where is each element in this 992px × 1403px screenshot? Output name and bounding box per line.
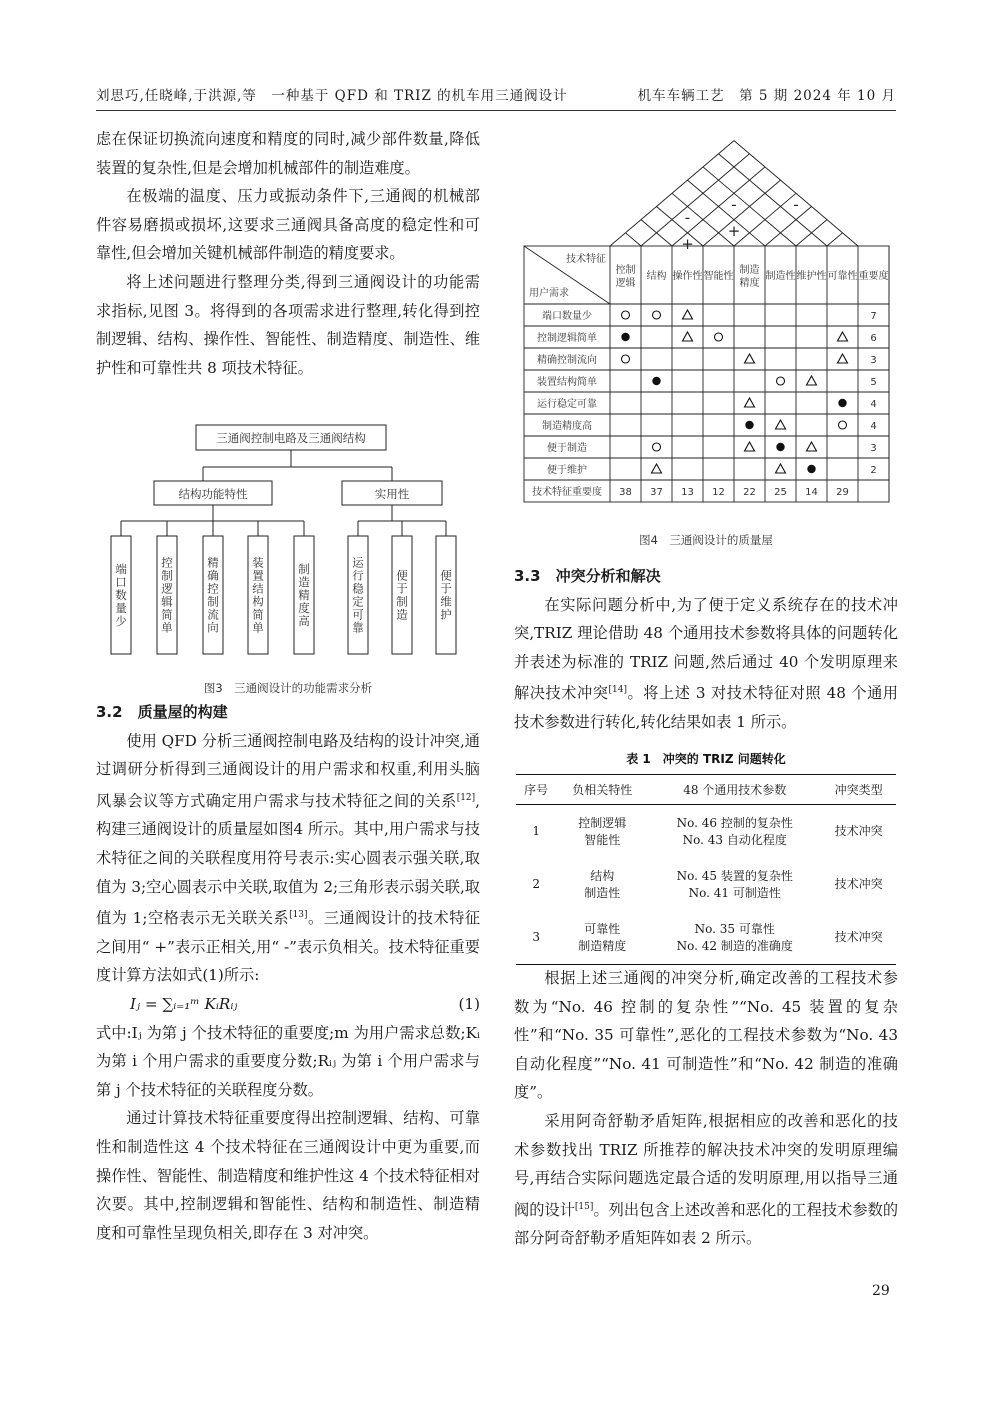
paragraph: 将上述问题进行整理分类,得到三通阀设计的功能需求指标,见图 3。将得到的各项需求进行整理,转化得到控制逻辑、结构、操作性、智能性、制造精度、制造性、维护性和可靠性共 8 项技术特征。 — [96, 272, 480, 377]
table-cell: 1 — [532, 824, 540, 838]
equation-row — [96, 990, 480, 1019]
fig3-leaf-char: 向 — [207, 620, 219, 635]
fig3-leaf-char: 运 — [352, 555, 364, 570]
fig3-leaf-char: 量 — [115, 601, 127, 615]
table-header-cell: 冲突类型 — [821, 775, 896, 805]
hoq-row-label: 便于制造 — [547, 443, 587, 454]
fig3-leaf-char: 于 — [440, 581, 452, 596]
table-cell — [556, 858, 648, 911]
hoq-row-label: 端口数量少 — [542, 311, 592, 322]
cell-line: 可靠性 — [584, 921, 621, 936]
citation: [15] — [574, 1201, 594, 1212]
citation: [14] — [608, 685, 627, 696]
hoq-row-label: 制造精度高 — [542, 421, 592, 432]
fig3-leaf-char: 控 — [207, 581, 219, 596]
weak-relation-mark — [838, 332, 848, 341]
hoq-col-header: 智能性 — [703, 271, 734, 282]
paragraph-text: 使用 QFD 分析三通阀控制电路及结构的设计冲突,通过调研分析得到三通阀设计的用户需求和权重,利用头脑风暴会议等方式确定用户需求与技术特征之间的关系 — [96, 731, 480, 810]
hoq-col-header: 制造性 — [765, 271, 796, 282]
left-column-upper — [96, 125, 480, 382]
table-cell — [556, 805, 648, 859]
paragraph: 根据上述三通阀的冲突分析,确定改善的工程技术参数为“No. 46 控制的复杂性”“No. 45 装置的复杂性”和“No. 35 可靠性”,恶化的工程技术参数为“No. 43 自动化程度”“No. 41 可制造性”和“No. 42 制造的准确度”。 — [514, 969, 898, 1102]
strong-relation-mark — [838, 399, 846, 407]
cell-line: No. 46 控制的复杂性 — [676, 815, 793, 830]
medium-relation-mark — [777, 377, 785, 385]
hoq-totals-label: 技术特征重要度 — [532, 487, 602, 498]
hoq-row-label: 运行稳定可靠 — [537, 399, 597, 410]
weak-relation-mark — [745, 398, 755, 407]
fig3-leaf-char: 便 — [396, 568, 408, 583]
left-column-lower — [96, 698, 480, 1247]
hoq-weight: 6 — [870, 333, 877, 344]
weak-relation-mark — [683, 332, 693, 341]
cell-line: No. 41 可制造性 — [688, 885, 781, 900]
table-cell — [648, 858, 821, 911]
hoq-row-label: 便于维护 — [547, 465, 587, 476]
fig3-leaf-char: 端 — [115, 562, 127, 576]
medium-relation-mark — [653, 311, 661, 319]
hoq-total-value: 29 — [836, 487, 849, 498]
table-cell: 技术冲突 — [834, 824, 883, 838]
roof-correlation-mark: + — [727, 221, 741, 240]
hoq-weight: 3 — [870, 355, 877, 366]
section-heading: 3.2 质量屋的构建 — [96, 703, 228, 721]
hoq-corner-bottom-label: 用户需求 — [529, 288, 569, 299]
fig3-leaf-char: 简 — [161, 607, 173, 622]
hoq-col-header: 维护性 — [796, 271, 827, 282]
weak-relation-mark — [807, 442, 817, 451]
equation-number: (1) — [458, 995, 480, 1014]
hoq-col-header: 可靠性 — [827, 271, 858, 282]
hoq-table-border — [524, 246, 889, 502]
paragraph-text: 采用阿奇舒勒矛盾矩阵,根据相应的改善和恶化的技术参数找出 TRIZ 所推荐的解决技术冲突的发明原理编号,再结合实际问题选定最合适的发明原理,用以指导三通阀的设计 — [514, 1111, 898, 1219]
table-cell — [648, 911, 821, 965]
table-row — [516, 911, 896, 965]
fig3-leaf-char: 单 — [252, 620, 264, 635]
fig3-leaf-char: 数 — [115, 588, 127, 602]
fig3-leaf-char: 靠 — [352, 620, 364, 635]
weak-relation-mark — [776, 464, 786, 473]
paragraph-text: ,构建三通阀设计的质量屋如图4 所示。其中,用户需求与技术特征之间的关联程度用符号表示:实心圆表示强关联,取值为 3;空心圆表示中关联,取值为 2;三角形表示弱关联,取值为 1;空格表示无关联关系 — [96, 791, 480, 928]
fig3-leaf-char: 维 — [440, 594, 452, 609]
paragraph-text: 。列出包含上述改善和恶化的工程技术参数的部分阿奇舒勒矛盾矩阵如表 2 所示。 — [514, 1200, 899, 1248]
table-cell: 2 — [532, 877, 540, 891]
right-column-upper — [514, 562, 898, 737]
hoq-weight: 7 — [870, 311, 877, 322]
header-rule — [96, 110, 896, 111]
right-column-lower — [514, 964, 898, 1253]
medium-relation-mark — [622, 355, 630, 363]
roof-grid-line — [657, 206, 704, 246]
strong-relation-mark — [621, 333, 629, 341]
fig3-leaf-char: 置 — [252, 568, 264, 583]
weak-relation-mark — [807, 376, 817, 385]
figure-4-caption: 图4 三通阀设计的质量屋 — [639, 533, 773, 547]
hoq-row-label: 精确控制流向 — [537, 355, 597, 366]
fig3-leaf-char: 高 — [298, 614, 310, 628]
hoq-total-value: 37 — [650, 487, 663, 498]
fig3-leaf-char: 稳 — [352, 581, 364, 596]
paragraph — [514, 1107, 898, 1253]
fig3-group-label: 实用性 — [374, 487, 410, 501]
table-cell: 技术冲突 — [834, 877, 883, 891]
fig3-leaf-char: 制 — [161, 568, 173, 583]
cell-line: No. 42 制造的准确度 — [676, 938, 793, 953]
hoq-col-header: 操作性 — [672, 271, 703, 282]
figure-4-house-of-quality — [520, 128, 890, 518]
equation: Iⱼ = ∑ᵢ₌₁ᵐ KᵢRᵢⱼ — [130, 995, 238, 1014]
figure-3-caption: 图3 三通阀设计的功能需求分析 — [203, 681, 373, 695]
fig3-leaf-char: 流 — [207, 607, 219, 622]
cell-line: 结构 — [590, 868, 615, 883]
fig3-leaf-char: 装 — [252, 555, 264, 570]
fig3-group-label: 结构功能特性 — [178, 487, 248, 501]
fig3-leaf-char: 于 — [396, 581, 408, 596]
strong-relation-mark — [776, 443, 784, 451]
roof-grid-line — [765, 206, 812, 246]
paragraph-text: 在实际问题分析中,为了便于定义系统存在的技术冲突,TRIZ 理论借助 48 个通用技术参数将具体的问题转化并表述为标准的 TRIZ 问题,然后通过 40 个发明原理来解决技术冲突 — [514, 595, 898, 703]
fig3-leaf-char: 制 — [207, 594, 219, 609]
fig3-leaf-char: 便 — [440, 568, 452, 583]
table-1 — [516, 774, 896, 965]
paragraph: 通过计算技术特征重要度得出控制逻辑、结构、可靠性和制造性这 4 个技术特征在三通阀设计中更为重要,而操作性、智能性、制造精度和维护性这 4 个技术特征相对次要。其中,控制逻辑和智能性、结构和制造性、制造精度和可靠性呈现负相关,即存在 3 对冲突。 — [96, 1109, 480, 1242]
fig3-leaf-char: 制 — [396, 594, 408, 609]
roof-correlation-mark: - — [793, 195, 799, 214]
hoq-col-header: 逻辑 — [615, 278, 636, 289]
fig3-leaf-char: 造 — [298, 575, 310, 589]
table-header-row — [516, 775, 896, 805]
weak-relation-mark — [745, 354, 755, 363]
hoq-total-value: 25 — [774, 487, 787, 498]
table-cell — [648, 805, 821, 859]
roof-grid-line — [626, 233, 642, 246]
hoq-col-header: 结构 — [646, 271, 667, 282]
cell-line: 控制逻辑 — [578, 815, 627, 830]
cell-line: 制造精度 — [578, 938, 627, 953]
hoq-total-value: 22 — [743, 487, 756, 498]
hoq-col-header: 重要度 — [858, 271, 889, 282]
table-1-caption: 表 1 冲突的 TRIZ 问题转化 — [626, 752, 786, 766]
fig3-leaf-char: 确 — [207, 568, 219, 583]
fig3-leaf-char: 结 — [252, 581, 264, 596]
hoq-total-value: 13 — [681, 487, 694, 498]
fig3-leaf-char: 可 — [352, 607, 364, 622]
fig3-leaf-char: 精 — [207, 555, 219, 570]
medium-relation-mark — [653, 443, 661, 451]
medium-relation-mark — [839, 421, 847, 429]
fig3-leaf-char: 逻 — [161, 581, 173, 596]
medium-relation-mark — [715, 333, 723, 341]
medium-relation-mark — [622, 311, 630, 319]
hoq-weight: 3 — [870, 443, 877, 454]
hoq-total-value: 38 — [619, 487, 632, 498]
hoq-weight: 2 — [870, 465, 877, 476]
hoq-weight: 5 — [870, 377, 877, 388]
roof-grid-line — [703, 180, 781, 246]
section-heading: 3.3 冲突分析和解决 — [514, 567, 661, 585]
roof-correlation-mark: - — [731, 195, 737, 214]
weak-relation-mark — [745, 442, 755, 451]
cell-line: 智能性 — [584, 832, 621, 847]
cell-line: No. 43 自动化程度 — [682, 832, 787, 847]
fig3-leaf-char: 单 — [161, 620, 173, 635]
fig3-leaf-char: 控 — [161, 555, 173, 570]
fig3-leaf-char: 简 — [252, 607, 264, 622]
table-cell — [556, 911, 648, 965]
cell-line: No. 45 装置的复杂性 — [676, 868, 793, 883]
table-cell: 技术冲突 — [821, 911, 896, 965]
hoq-weight: 4 — [870, 399, 877, 410]
table-header-cell: 负相关特性 — [556, 775, 648, 805]
cell-line: 制造性 — [584, 885, 621, 900]
fig3-leaf-char: 护 — [440, 607, 452, 622]
cell-line: No. 35 可靠性 — [694, 921, 775, 936]
paragraph — [514, 591, 898, 737]
hoq-col-header: 制造 — [739, 265, 760, 276]
fig3-leaf-char: 少 — [115, 614, 127, 628]
strong-relation-mark — [807, 465, 815, 473]
header-authors-title: 刘思巧,任晓峰,于洪源,等 一种基于 QFD 和 TRIZ 的机车用三通阀设计 — [96, 88, 568, 104]
fig3-root-label: 三通阀控制电路及三通阀结构 — [216, 431, 366, 445]
table-header-cell: 48 个通用技术参数 — [648, 775, 821, 805]
roof-grid-line — [688, 180, 766, 246]
hoq-col-header: 控制 — [615, 265, 636, 276]
paragraph-text: 。将上述 3 对技术特征对照 48 个通用技术参数进行转化,转化结果如表 1 所示。 — [514, 684, 898, 732]
paragraph-text: 。三通阀设计的技术特征之间用“ +”表示正相关,用“ -”表示负相关。技术特征重要度计算方法如式(1)所示: — [96, 909, 481, 985]
figure-3-tree — [96, 421, 480, 671]
fig3-leaf-char: 造 — [396, 607, 408, 622]
citation: [13] — [289, 910, 308, 921]
strong-relation-mark — [745, 421, 753, 429]
table-cell: 3 — [516, 911, 556, 965]
citation: [12] — [456, 792, 476, 803]
weak-relation-mark — [776, 420, 786, 429]
paragraph: 虑在保证切换流向速度和精度的同时,减少部件数量,降低装置的复杂性,但是会增加机械部件的制造难度。 — [96, 130, 480, 177]
hoq-row-label: 控制逻辑简单 — [537, 333, 597, 344]
fig3-leaf-char: 精 — [298, 588, 310, 602]
strong-relation-mark — [652, 377, 660, 385]
table-header-cell: 序号 — [516, 775, 556, 805]
weak-relation-mark — [683, 310, 693, 319]
hoq-total-value: 14 — [805, 487, 818, 498]
roof-correlation-mark: + — [681, 235, 694, 253]
paragraph: 式中:Iⱼ 为第 j 个技术特征的重要度;m 为用户需求总数;Kᵢ 为第 i 个用户需求的重要度分数;Rᵢⱼ 为第 i 个用户需求与第 j 个技术特征的关联程度分数。 — [96, 1023, 480, 1099]
fig3-leaf-char: 制 — [298, 562, 310, 576]
fig3-leaf-char: 度 — [298, 601, 310, 615]
weak-relation-mark — [838, 354, 848, 363]
hoq-row-label: 装置结构简单 — [537, 377, 597, 388]
paragraph — [96, 727, 480, 990]
table-row — [516, 858, 896, 911]
fig3-leaf-char: 定 — [352, 594, 364, 609]
roof-correlation-mark: - — [684, 208, 691, 227]
fig3-leaf-char: 构 — [252, 594, 264, 609]
paragraph: 在极端的温度、压力或振动条件下,三通阀的机械部件容易磨损或损坏,这要求三通阀具备高度的稳定性和可靠性,但会增加关键机械部件制造的精度要求。 — [96, 187, 480, 263]
page-number: 29 — [872, 1283, 890, 1299]
fig3-leaf-char: 口 — [115, 575, 127, 589]
weak-relation-mark — [652, 464, 662, 473]
hoq-col-header: 精度 — [739, 278, 760, 289]
table-row — [516, 805, 896, 859]
header-journal: 机车车辆工艺 第 5 期 2024 年 10 月 — [637, 88, 896, 104]
roof-grid-line — [827, 233, 843, 246]
fig3-leaf-char: 行 — [352, 568, 364, 583]
hoq-weight: 4 — [870, 421, 877, 432]
hoq-total-value: 12 — [712, 487, 725, 498]
fig3-leaf-char: 辑 — [161, 594, 173, 609]
hoq-corner-top-label: 技术特征 — [566, 254, 606, 265]
